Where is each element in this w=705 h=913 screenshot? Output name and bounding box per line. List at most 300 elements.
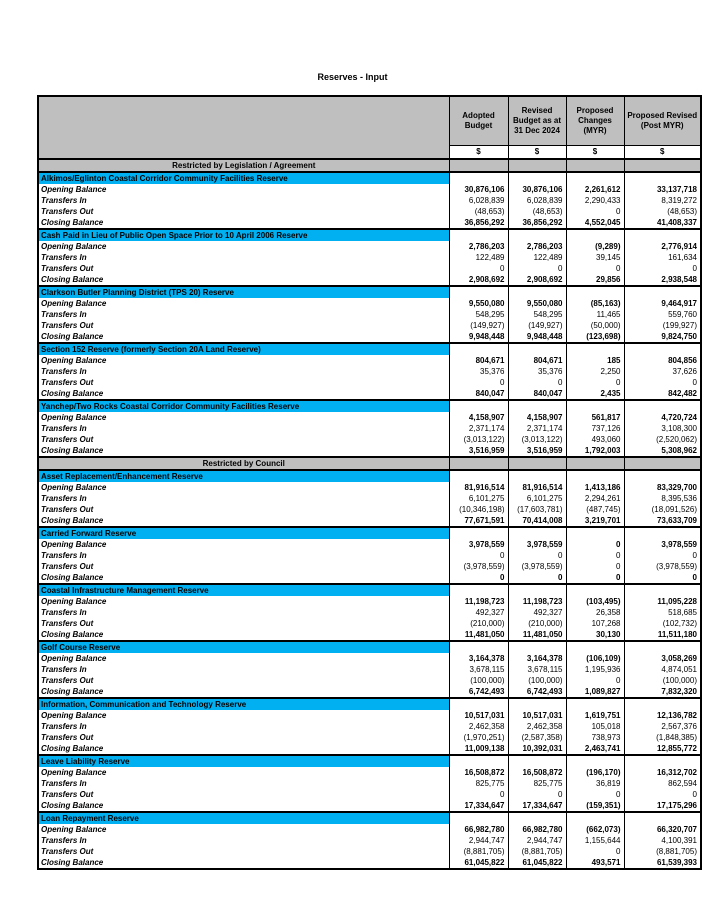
table-row	[38, 184, 701, 195]
table-row	[38, 355, 701, 366]
cell-value: 548,295	[508, 309, 566, 320]
reserve-name-filler-cell	[566, 812, 624, 824]
table-row	[38, 504, 701, 515]
cell-value: (85,163)	[566, 298, 624, 309]
cell-value: 11,198,723	[449, 596, 508, 607]
cell-value: (210,000)	[508, 618, 566, 629]
cell-value: 6,742,493	[508, 686, 566, 698]
table-row	[38, 789, 701, 800]
cell-value: (149,927)	[449, 320, 508, 331]
cell-value: (100,000)	[508, 675, 566, 686]
cell-value: 11,465	[566, 309, 624, 320]
cell-value: 30,130	[566, 629, 624, 641]
row-label: Transfers Out	[38, 434, 449, 445]
reserve-name-filler-cell	[449, 755, 508, 767]
reserve-name-filler-cell	[624, 527, 701, 539]
table-row	[38, 309, 701, 320]
cell-value: 3,058,269	[624, 653, 701, 664]
cell-value: 3,978,559	[508, 539, 566, 550]
cell-value: 35,376	[508, 366, 566, 377]
row-label: Opening Balance	[38, 355, 449, 366]
cell-value: 0	[566, 846, 624, 857]
cell-value: 16,312,702	[624, 767, 701, 778]
cell-value: 862,594	[624, 778, 701, 789]
cell-value: 6,028,839	[508, 195, 566, 206]
cell-value: 10,392,031	[508, 743, 566, 755]
reserve-name: Asset Replacement/Enhancement Reserve	[38, 470, 449, 482]
cell-value: 518,685	[624, 607, 701, 618]
cell-value: 105,018	[566, 721, 624, 732]
reserve-name-filler-cell	[508, 755, 566, 767]
row-label: Opening Balance	[38, 298, 449, 309]
cell-value: 738,973	[566, 732, 624, 743]
cell-value: 1,089,827	[566, 686, 624, 698]
cell-value: 122,489	[508, 252, 566, 263]
cell-value: 0	[508, 550, 566, 561]
table-row	[38, 493, 701, 504]
reserve-name-filler-cell	[566, 172, 624, 184]
cell-value: 493,060	[566, 434, 624, 445]
cell-value: 0	[566, 789, 624, 800]
row-label: Transfers Out	[38, 377, 449, 388]
table-row	[38, 653, 701, 664]
row-label: Transfers In	[38, 366, 449, 377]
reserve-name-filler-cell	[508, 470, 566, 482]
cell-value: (1,970,251)	[449, 732, 508, 743]
row-label: Closing Balance	[38, 629, 449, 641]
cell-value: 4,158,907	[449, 412, 508, 423]
row-label: Transfers In	[38, 423, 449, 434]
table-row	[38, 664, 701, 675]
row-label: Transfers Out	[38, 618, 449, 629]
cell-value: (123,698)	[566, 331, 624, 343]
cell-value: (9,289)	[566, 241, 624, 252]
cell-value: 0	[624, 572, 701, 584]
corner-header-cell	[38, 96, 449, 159]
cell-value: 81,916,514	[508, 482, 566, 493]
cell-value: (10,346,198)	[449, 504, 508, 515]
cell-value: 0	[566, 263, 624, 274]
table-row	[38, 824, 701, 835]
row-label: Opening Balance	[38, 596, 449, 607]
cell-value: 17,175,296	[624, 800, 701, 812]
cell-value: 66,982,780	[449, 824, 508, 835]
cell-value: 825,775	[508, 778, 566, 789]
section-heading: Restricted by Legislation / Agreement	[38, 159, 449, 172]
reserve-name-filler-cell	[624, 698, 701, 710]
cell-value: 3,678,115	[508, 664, 566, 675]
cell-value: 11,481,050	[449, 629, 508, 641]
cell-value: 2,290,433	[566, 195, 624, 206]
table-row	[38, 206, 701, 217]
column-header-adopted-budget: Adopted Budget	[449, 96, 508, 146]
reserve-name-filler-cell	[624, 400, 701, 412]
cell-value: 11,198,723	[508, 596, 566, 607]
cell-value: 70,414,008	[508, 515, 566, 527]
reserve-name-filler-cell	[449, 641, 508, 653]
cell-value: (48,653)	[508, 206, 566, 217]
reserve-name-filler-cell	[449, 470, 508, 482]
reserve-name-filler-cell	[508, 286, 566, 298]
cell-value: 3,164,378	[508, 653, 566, 664]
cell-value: 9,550,080	[508, 298, 566, 309]
cell-value: 737,126	[566, 423, 624, 434]
cell-value: 30,876,106	[449, 184, 508, 195]
cell-value: 9,948,448	[508, 331, 566, 343]
cell-value: 0	[566, 675, 624, 686]
reserve-name-filler-cell	[508, 400, 566, 412]
row-label: Closing Balance	[38, 800, 449, 812]
table-row	[38, 675, 701, 686]
table-row	[38, 515, 701, 527]
cell-value: 16,508,872	[508, 767, 566, 778]
reserve-name-filler-cell	[566, 698, 624, 710]
reserve-name-filler-cell	[566, 229, 624, 241]
column-header-row	[38, 96, 701, 146]
cell-value: (3,978,559)	[508, 561, 566, 572]
section-header-cell	[508, 457, 566, 470]
column-header-revised-budget: Revised Budget as at 31 Dec 2024	[508, 96, 566, 146]
reserve-name-row	[38, 400, 701, 412]
reserve-name-filler-cell	[508, 698, 566, 710]
cell-value: (3,978,559)	[449, 561, 508, 572]
table-row	[38, 252, 701, 263]
reserve-name-filler-cell	[624, 343, 701, 355]
reserves-table	[37, 95, 702, 870]
cell-value: (48,653)	[624, 206, 701, 217]
table-row	[38, 721, 701, 732]
cell-value: 0	[566, 206, 624, 217]
row-label: Transfers In	[38, 195, 449, 206]
table-row	[38, 767, 701, 778]
cell-value: 81,916,514	[449, 482, 508, 493]
reserve-name-filler-cell	[566, 343, 624, 355]
cell-value: 41,408,337	[624, 217, 701, 229]
cell-value: 0	[566, 572, 624, 584]
row-label: Closing Balance	[38, 274, 449, 286]
cell-value: (100,000)	[624, 675, 701, 686]
page-title: Reserves - Input	[317, 72, 388, 82]
reserve-name: Coastal Infrastructure Management Reserve	[38, 584, 449, 596]
table-row	[38, 607, 701, 618]
reserve-name-filler-cell	[449, 343, 508, 355]
reserve-name-filler-cell	[449, 812, 508, 824]
table-row	[38, 434, 701, 445]
cell-value: (2,520,062)	[624, 434, 701, 445]
reserve-name-row	[38, 812, 701, 824]
cell-value: 0	[508, 789, 566, 800]
cell-value: 2,462,358	[508, 721, 566, 732]
cell-value: (1,848,385)	[624, 732, 701, 743]
cell-value: (8,881,705)	[449, 846, 508, 857]
cell-value: 0	[624, 550, 701, 561]
cell-value: 33,137,718	[624, 184, 701, 195]
reserve-name-filler-cell	[449, 527, 508, 539]
cell-value: 2,944,747	[508, 835, 566, 846]
row-label: Opening Balance	[38, 824, 449, 835]
currency-cell: $	[449, 146, 508, 160]
cell-value: 10,517,031	[449, 710, 508, 721]
table-row	[38, 743, 701, 755]
cell-value: 0	[449, 572, 508, 584]
column-header-proposed-changes: Proposed Changes (MYR)	[566, 96, 624, 146]
table-row	[38, 561, 701, 572]
cell-value: 1,413,186	[566, 482, 624, 493]
cell-value: 0	[566, 377, 624, 388]
section-header-cell	[449, 159, 508, 172]
reserve-name: Information, Communication and Technology Reserve	[38, 698, 449, 710]
row-label: Closing Balance	[38, 331, 449, 343]
cell-value: 3,516,959	[508, 445, 566, 457]
row-label: Transfers Out	[38, 675, 449, 686]
table-row	[38, 732, 701, 743]
cell-value: 3,978,559	[449, 539, 508, 550]
reserve-name: Clarkson Butler Planning District (TPS 20) Reserve	[38, 286, 449, 298]
cell-value: 2,776,914	[624, 241, 701, 252]
reserve-name: Leave Liability Reserve	[38, 755, 449, 767]
row-label: Opening Balance	[38, 653, 449, 664]
reserve-name-filler-cell	[566, 400, 624, 412]
cell-value: 548,295	[449, 309, 508, 320]
cell-value: 36,819	[566, 778, 624, 789]
reserve-name-row	[38, 527, 701, 539]
table-row	[38, 846, 701, 857]
row-label: Opening Balance	[38, 241, 449, 252]
cell-value: (8,881,705)	[508, 846, 566, 857]
cell-value: 493,571	[566, 857, 624, 869]
column-header-proposed-revised: Proposed Revised (Post MYR)	[624, 96, 701, 146]
cell-value: 0	[624, 789, 701, 800]
table-row	[38, 274, 701, 286]
row-label: Transfers Out	[38, 732, 449, 743]
cell-value: 0	[508, 377, 566, 388]
cell-value: 66,320,707	[624, 824, 701, 835]
cell-value: 2,435	[566, 388, 624, 400]
cell-value: 5,308,962	[624, 445, 701, 457]
table-row	[38, 388, 701, 400]
reserve-name-filler-cell	[449, 400, 508, 412]
reserve-name: Yanchep/Two Rocks Coastal Corridor Community Facilities Reserve	[38, 400, 449, 412]
reserve-name-filler-cell	[449, 229, 508, 241]
table-row	[38, 298, 701, 309]
row-label: Opening Balance	[38, 710, 449, 721]
reserve-name-filler-cell	[449, 172, 508, 184]
reserve-name-filler-cell	[566, 584, 624, 596]
table-row	[38, 320, 701, 331]
reserve-name-filler-cell	[624, 584, 701, 596]
cell-value: 0	[566, 550, 624, 561]
cell-value: 2,786,203	[508, 241, 566, 252]
reserve-name-filler-cell	[508, 172, 566, 184]
cell-value: (487,745)	[566, 504, 624, 515]
cell-value: 61,045,822	[508, 857, 566, 869]
cell-value: 825,775	[449, 778, 508, 789]
table-row	[38, 423, 701, 434]
cell-value: (102,732)	[624, 618, 701, 629]
cell-value: 559,760	[624, 309, 701, 320]
table-row	[38, 195, 701, 206]
row-label: Transfers In	[38, 493, 449, 504]
section-heading: Restricted by Council	[38, 457, 449, 470]
cell-value: 804,856	[624, 355, 701, 366]
cell-value: 17,334,647	[449, 800, 508, 812]
table-row	[38, 710, 701, 721]
cell-value: 16,508,872	[449, 767, 508, 778]
cell-value: 39,145	[566, 252, 624, 263]
table-row	[38, 572, 701, 584]
cell-value: 6,028,839	[449, 195, 508, 206]
row-label: Transfers In	[38, 309, 449, 320]
cell-value: 0	[566, 561, 624, 572]
reserve-name: Section 152 Reserve (formerly Section 20A Land Reserve)	[38, 343, 449, 355]
cell-value: 61,045,822	[449, 857, 508, 869]
cell-value: 492,327	[508, 607, 566, 618]
cell-value: 2,908,692	[508, 274, 566, 286]
cell-value: 0	[449, 789, 508, 800]
table-row	[38, 445, 701, 457]
cell-value: 2,371,174	[508, 423, 566, 434]
reserve-name-filler-cell	[624, 812, 701, 824]
cell-value: 561,817	[566, 412, 624, 423]
row-label: Transfers Out	[38, 504, 449, 515]
cell-value: 4,158,907	[508, 412, 566, 423]
cell-value: 2,944,747	[449, 835, 508, 846]
cell-value: (48,653)	[449, 206, 508, 217]
reserve-name-filler-cell	[566, 470, 624, 482]
row-label: Transfers In	[38, 835, 449, 846]
reserve-name-filler-cell	[449, 584, 508, 596]
table-row	[38, 331, 701, 343]
row-label: Transfers In	[38, 607, 449, 618]
row-label: Transfers Out	[38, 789, 449, 800]
reserve-name-filler-cell	[566, 286, 624, 298]
cell-value: 0	[508, 263, 566, 274]
cell-value: 4,100,391	[624, 835, 701, 846]
cell-value: 0	[449, 550, 508, 561]
table-row	[38, 596, 701, 607]
table-row	[38, 618, 701, 629]
row-label: Transfers In	[38, 252, 449, 263]
row-label: Closing Balance	[38, 515, 449, 527]
cell-value: (17,603,781)	[508, 504, 566, 515]
cell-value: 492,327	[449, 607, 508, 618]
reserve-name-filler-cell	[566, 527, 624, 539]
table-row	[38, 686, 701, 698]
cell-value: 2,463,741	[566, 743, 624, 755]
row-label: Transfers In	[38, 664, 449, 675]
reserve-name-filler-cell	[624, 229, 701, 241]
row-label: Opening Balance	[38, 412, 449, 423]
cell-value: 1,792,003	[566, 445, 624, 457]
reserve-name-row	[38, 698, 701, 710]
table-row	[38, 629, 701, 641]
reserve-name-filler-cell	[624, 641, 701, 653]
cell-value: 161,634	[624, 252, 701, 263]
reserve-name: Alkimos/Eglinton Coastal Corridor Community Facilities Reserve	[38, 172, 449, 184]
section-header-row	[38, 159, 701, 172]
cell-value: 11,481,050	[508, 629, 566, 641]
reserve-name-row	[38, 286, 701, 298]
row-label: Opening Balance	[38, 184, 449, 195]
row-label: Opening Balance	[38, 767, 449, 778]
cell-value: 4,874,051	[624, 664, 701, 675]
reserve-name-filler-cell	[508, 229, 566, 241]
reserve-name-filler-cell	[508, 527, 566, 539]
table-row	[38, 412, 701, 423]
reserve-name-filler-cell	[449, 698, 508, 710]
cell-value: 0	[624, 263, 701, 274]
cell-value: 66,982,780	[508, 824, 566, 835]
cell-value: (3,013,122)	[449, 434, 508, 445]
reserve-name-row	[38, 755, 701, 767]
section-header-cell	[624, 159, 701, 172]
cell-value: 4,720,724	[624, 412, 701, 423]
cell-value: 2,261,612	[566, 184, 624, 195]
row-label: Closing Balance	[38, 743, 449, 755]
cell-value: 9,550,080	[449, 298, 508, 309]
cell-value: (103,495)	[566, 596, 624, 607]
row-label: Closing Balance	[38, 572, 449, 584]
cell-value: 122,489	[449, 252, 508, 263]
cell-value: 842,482	[624, 388, 701, 400]
reserve-name-filler-cell	[508, 641, 566, 653]
section-header-cell	[624, 457, 701, 470]
table-row	[38, 857, 701, 869]
cell-value: (100,000)	[449, 675, 508, 686]
cell-value: 804,671	[449, 355, 508, 366]
cell-value: 11,511,180	[624, 629, 701, 641]
row-label: Closing Balance	[38, 445, 449, 457]
currency-cell: $	[508, 146, 566, 160]
cell-value: 8,395,536	[624, 493, 701, 504]
cell-value: 0	[624, 377, 701, 388]
reserve-name-filler-cell	[566, 641, 624, 653]
table-row	[38, 539, 701, 550]
cell-value: 73,633,709	[624, 515, 701, 527]
reserve-name: Carried Forward Reserve	[38, 527, 449, 539]
cell-value: 3,978,559	[624, 539, 701, 550]
table-row	[38, 482, 701, 493]
cell-value: 9,948,448	[449, 331, 508, 343]
cell-value: 185	[566, 355, 624, 366]
cell-value: 3,678,115	[449, 664, 508, 675]
reserve-name-filler-cell	[624, 286, 701, 298]
cell-value: (210,000)	[449, 618, 508, 629]
cell-value: 36,856,292	[449, 217, 508, 229]
cell-value: 12,136,782	[624, 710, 701, 721]
cell-value: 2,938,548	[624, 274, 701, 286]
currency-cell: $	[566, 146, 624, 160]
row-label: Transfers Out	[38, 846, 449, 857]
table-row	[38, 366, 701, 377]
cell-value: 4,552,045	[566, 217, 624, 229]
cell-value: (3,013,122)	[508, 434, 566, 445]
reserve-name-row	[38, 470, 701, 482]
cell-value: 107,268	[566, 618, 624, 629]
section-header-cell	[449, 457, 508, 470]
cell-value: 1,155,644	[566, 835, 624, 846]
cell-value: 36,856,292	[508, 217, 566, 229]
cell-value: (196,170)	[566, 767, 624, 778]
cell-value: (149,927)	[508, 320, 566, 331]
cell-value: 1,195,936	[566, 664, 624, 675]
section-header-row	[38, 457, 701, 470]
row-label: Opening Balance	[38, 482, 449, 493]
cell-value: 2,371,174	[449, 423, 508, 434]
cell-value: 17,334,647	[508, 800, 566, 812]
cell-value: 9,464,917	[624, 298, 701, 309]
reserve-name-row	[38, 343, 701, 355]
